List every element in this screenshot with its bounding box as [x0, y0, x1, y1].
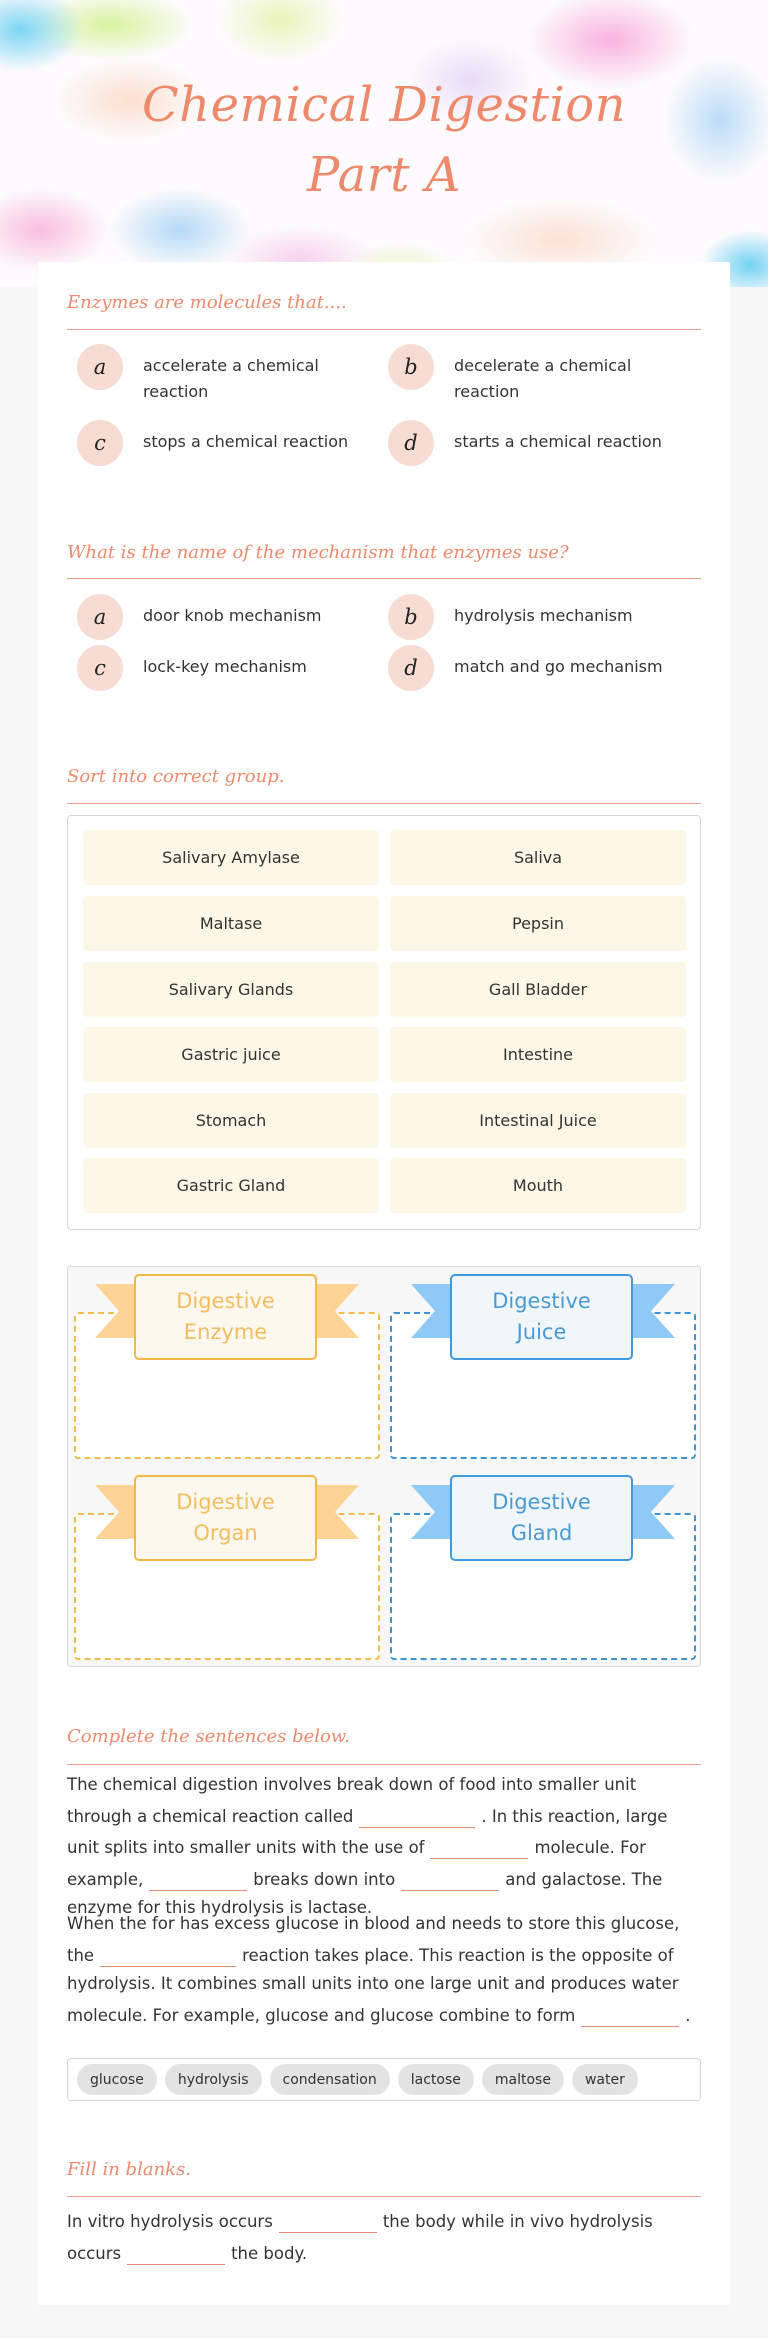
category-label	[134, 1274, 317, 1360]
blank-drop-2[interactable]	[430, 1837, 528, 1859]
option-text: starts a chemical reaction	[454, 432, 662, 451]
sort-title: Sort into correct group.	[67, 766, 285, 787]
blank-drop-3[interactable]	[149, 1869, 247, 1891]
q2-option-d[interactable]	[388, 645, 734, 691]
option-text: hydrolysis mechanism	[454, 606, 633, 625]
complete-divider	[67, 1764, 701, 1765]
fill-blank-1[interactable]	[279, 2211, 377, 2233]
category-banner-enzyme	[95, 1274, 359, 1360]
category-label	[450, 1274, 633, 1360]
draggable-item[interactable]: Pepsin	[390, 896, 686, 951]
fill-title: Fill in blanks.	[67, 2159, 192, 2180]
category-banner-organ	[95, 1475, 359, 1561]
sentence-text: the body while in vivo hydrolysis occurs	[67, 2212, 653, 2263]
draggable-item[interactable]: Maltase	[83, 896, 379, 951]
option-letter-badge: c	[77, 420, 123, 466]
draggable-item[interactable]: Saliva	[390, 830, 686, 885]
word-chip[interactable]: condensation	[270, 2064, 390, 2095]
blank-drop-5[interactable]	[100, 1945, 236, 1967]
sentence-text: When the for has excess glucose in blood and needs to store this glucose, the	[67, 1914, 680, 1965]
draggable-item[interactable]: Intestinal Juice	[390, 1093, 686, 1148]
q2-option-b[interactable]	[388, 594, 714, 640]
word-chip[interactable]: hydrolysis	[165, 2064, 262, 2095]
q1-title: Enzymes are molecules that....	[67, 292, 347, 313]
option-text: stops a chemical reaction	[143, 432, 349, 451]
sentence-text: .	[685, 2005, 691, 2025]
draggable-item[interactable]: Salivary Glands	[83, 962, 379, 1017]
draggable-item[interactable]: Salivary Amylase	[83, 830, 379, 885]
category-label-line1: Digestive	[492, 1289, 591, 1313]
q2-divider	[67, 578, 701, 579]
option-text: door knob mechanism	[143, 606, 322, 625]
draggable-item[interactable]: Stomach	[83, 1093, 379, 1148]
option-text: lock-key mechanism	[143, 657, 307, 676]
q1-option-b[interactable]	[388, 344, 674, 405]
option-letter-badge: a	[77, 344, 123, 390]
option-text: match and go mechanism	[454, 657, 663, 676]
word-chip[interactable]: water	[572, 2064, 638, 2095]
word-chip[interactable]: maltose	[482, 2064, 564, 2095]
category-label-line2: Gland	[510, 1521, 573, 1545]
fill-paragraph	[67, 2205, 703, 2268]
sentence-paragraph-1	[67, 1771, 703, 1923]
sentence-text: In vitro hydrolysis occurs	[67, 2212, 273, 2231]
category-label	[450, 1475, 633, 1561]
word-chip[interactable]: glucose	[77, 2064, 157, 2095]
draggable-item[interactable]: Mouth	[390, 1158, 686, 1213]
word-chip[interactable]: lactose	[398, 2064, 474, 2095]
draggable-item[interactable]: Gastric juice	[83, 1027, 379, 1082]
draggable-item[interactable]: Gall Bladder	[390, 962, 686, 1017]
sentence-text: The chemical digestion involves break down of food into smaller unit through a chemical reaction called	[67, 1775, 637, 1826]
category-label	[134, 1475, 317, 1561]
worksheet-card	[38, 262, 730, 2305]
sentence-text: molecule. For example,	[67, 1838, 646, 1889]
option-letter-badge: d	[388, 645, 434, 691]
page-title-line2: Part A	[307, 147, 461, 203]
word-bank	[67, 2058, 701, 2101]
category-label-line1: Digestive	[176, 1490, 275, 1514]
sentence-paragraph-2	[67, 1910, 703, 2030]
q2-option-a[interactable]	[77, 594, 403, 640]
sort-items-pool	[67, 815, 701, 1230]
q1-option-a[interactable]	[77, 344, 363, 405]
category-banner-gland	[411, 1475, 675, 1561]
q1-divider	[67, 329, 701, 330]
blank-drop-4[interactable]	[401, 1869, 499, 1891]
sentence-text: . In this reaction, large unit splits into smaller units with the use of	[67, 1806, 668, 1857]
category-banner-juice	[411, 1274, 675, 1360]
option-letter-badge: a	[77, 594, 123, 640]
category-label-line1: Digestive	[492, 1490, 591, 1514]
category-label-line1: Digestive	[176, 1289, 275, 1313]
draggable-item[interactable]: Intestine	[390, 1027, 686, 1082]
draggable-item[interactable]: Gastric Gland	[83, 1158, 379, 1213]
sentence-text: and galactose. The enzyme for this hydrolysis is lactase.	[67, 1869, 663, 1917]
option-letter-badge: c	[77, 645, 123, 691]
header-banner	[0, 0, 768, 287]
option-text: accelerate a chemical reaction	[143, 356, 319, 401]
sentence-text: reaction takes place. This reaction is the opposite of hydrolysis. It combines small units into one large unit and produces water molecule. For example, glucose and glucose combine to form	[67, 1945, 679, 2025]
sort-divider	[67, 803, 701, 804]
q2-title: What is the name of the mechanism that enzymes use?	[67, 542, 569, 563]
category-label-line2: Organ	[193, 1521, 258, 1545]
option-letter-badge: d	[388, 420, 434, 466]
category-label-line2: Enzyme	[183, 1320, 268, 1344]
q1-option-d[interactable]	[388, 420, 714, 466]
sort-categories	[67, 1266, 701, 1667]
complete-title: Complete the sentences below.	[67, 1726, 350, 1747]
option-letter-badge: b	[388, 594, 434, 640]
option-text: decelerate a chemical reaction	[454, 356, 632, 401]
blank-drop-6[interactable]	[581, 2005, 679, 2027]
sentence-text: the body.	[231, 2243, 308, 2263]
q2-option-c[interactable]	[77, 645, 403, 691]
fill-blank-2[interactable]	[127, 2243, 225, 2265]
page-title-line1: Chemical Digestion	[141, 77, 627, 133]
category-label-line2: Juice	[516, 1320, 567, 1344]
option-letter-badge: b	[388, 344, 434, 390]
fill-divider	[67, 2196, 701, 2197]
sentence-text: breaks down into	[253, 1869, 396, 1889]
blank-drop-1[interactable]	[359, 1806, 475, 1828]
q1-option-c[interactable]	[77, 420, 403, 466]
